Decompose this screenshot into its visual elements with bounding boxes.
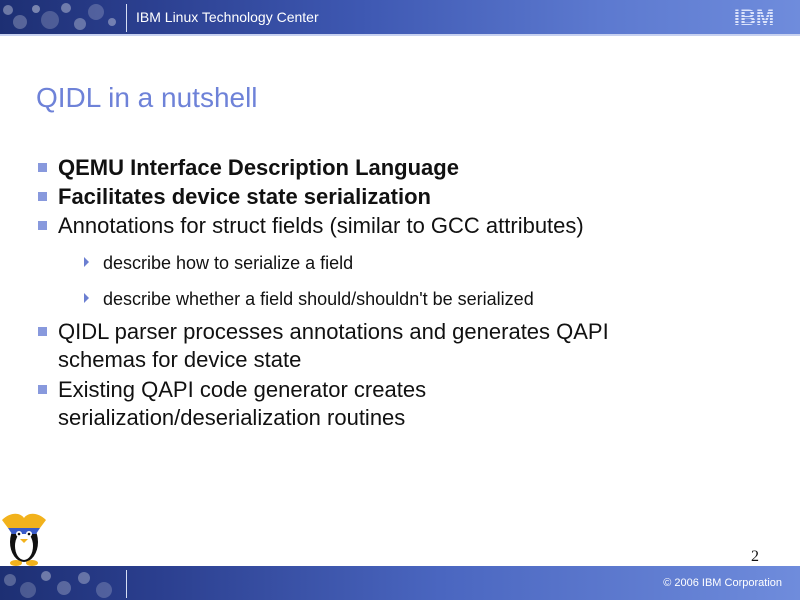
header-underline [0, 34, 800, 36]
square-bullet-icon [38, 221, 47, 230]
footer-decoration-icon [0, 566, 130, 600]
bullet-text: QIDL parser processes annotations and generates QAPI schemas for device state [58, 319, 609, 372]
header-bar [0, 0, 800, 34]
bullet-text: QEMU Interface Description Language [58, 155, 459, 180]
square-bullet-icon [38, 163, 47, 172]
header-decoration-icon [0, 0, 130, 34]
bullet-item [36, 376, 518, 432]
page-number: 2 [751, 548, 759, 565]
ibm-logo-icon [726, 6, 782, 28]
footer-divider [126, 570, 127, 598]
slide-title: QIDL in a nutshell [36, 82, 258, 113]
footer-bar [0, 566, 800, 600]
sub-bullet-text: describe whether a field should/shouldn't be serialized [103, 289, 534, 309]
square-bullet-icon [38, 192, 47, 201]
triangle-bullet-icon [84, 257, 89, 267]
bullet-item [36, 154, 756, 182]
header-divider [126, 4, 127, 32]
bullet-text: Existing QAPI code generator creates serialization/deserialization routines [58, 377, 427, 430]
bullet-item [36, 183, 756, 211]
square-bullet-icon [38, 327, 47, 336]
penguin-mascot-icon [0, 506, 48, 568]
bullet-text: Facilitates device state serialization [58, 184, 431, 209]
bullet-item [36, 318, 698, 374]
bullet-item [36, 212, 756, 240]
bullet-text: Annotations for struct fields (similar to GCC attributes) [58, 213, 584, 238]
triangle-bullet-icon [84, 293, 89, 303]
slide-content [36, 154, 756, 432]
square-bullet-icon [38, 385, 47, 394]
sub-bullet-item [36, 288, 756, 310]
header-title: IBM Linux Technology Center [136, 9, 319, 25]
copyright-text: © 2006 IBM Corporation [663, 577, 782, 589]
sub-bullet-item [36, 252, 756, 274]
svg-text:IBM: IBM [733, 6, 775, 28]
sub-bullet-text: describe how to serialize a field [103, 253, 354, 273]
